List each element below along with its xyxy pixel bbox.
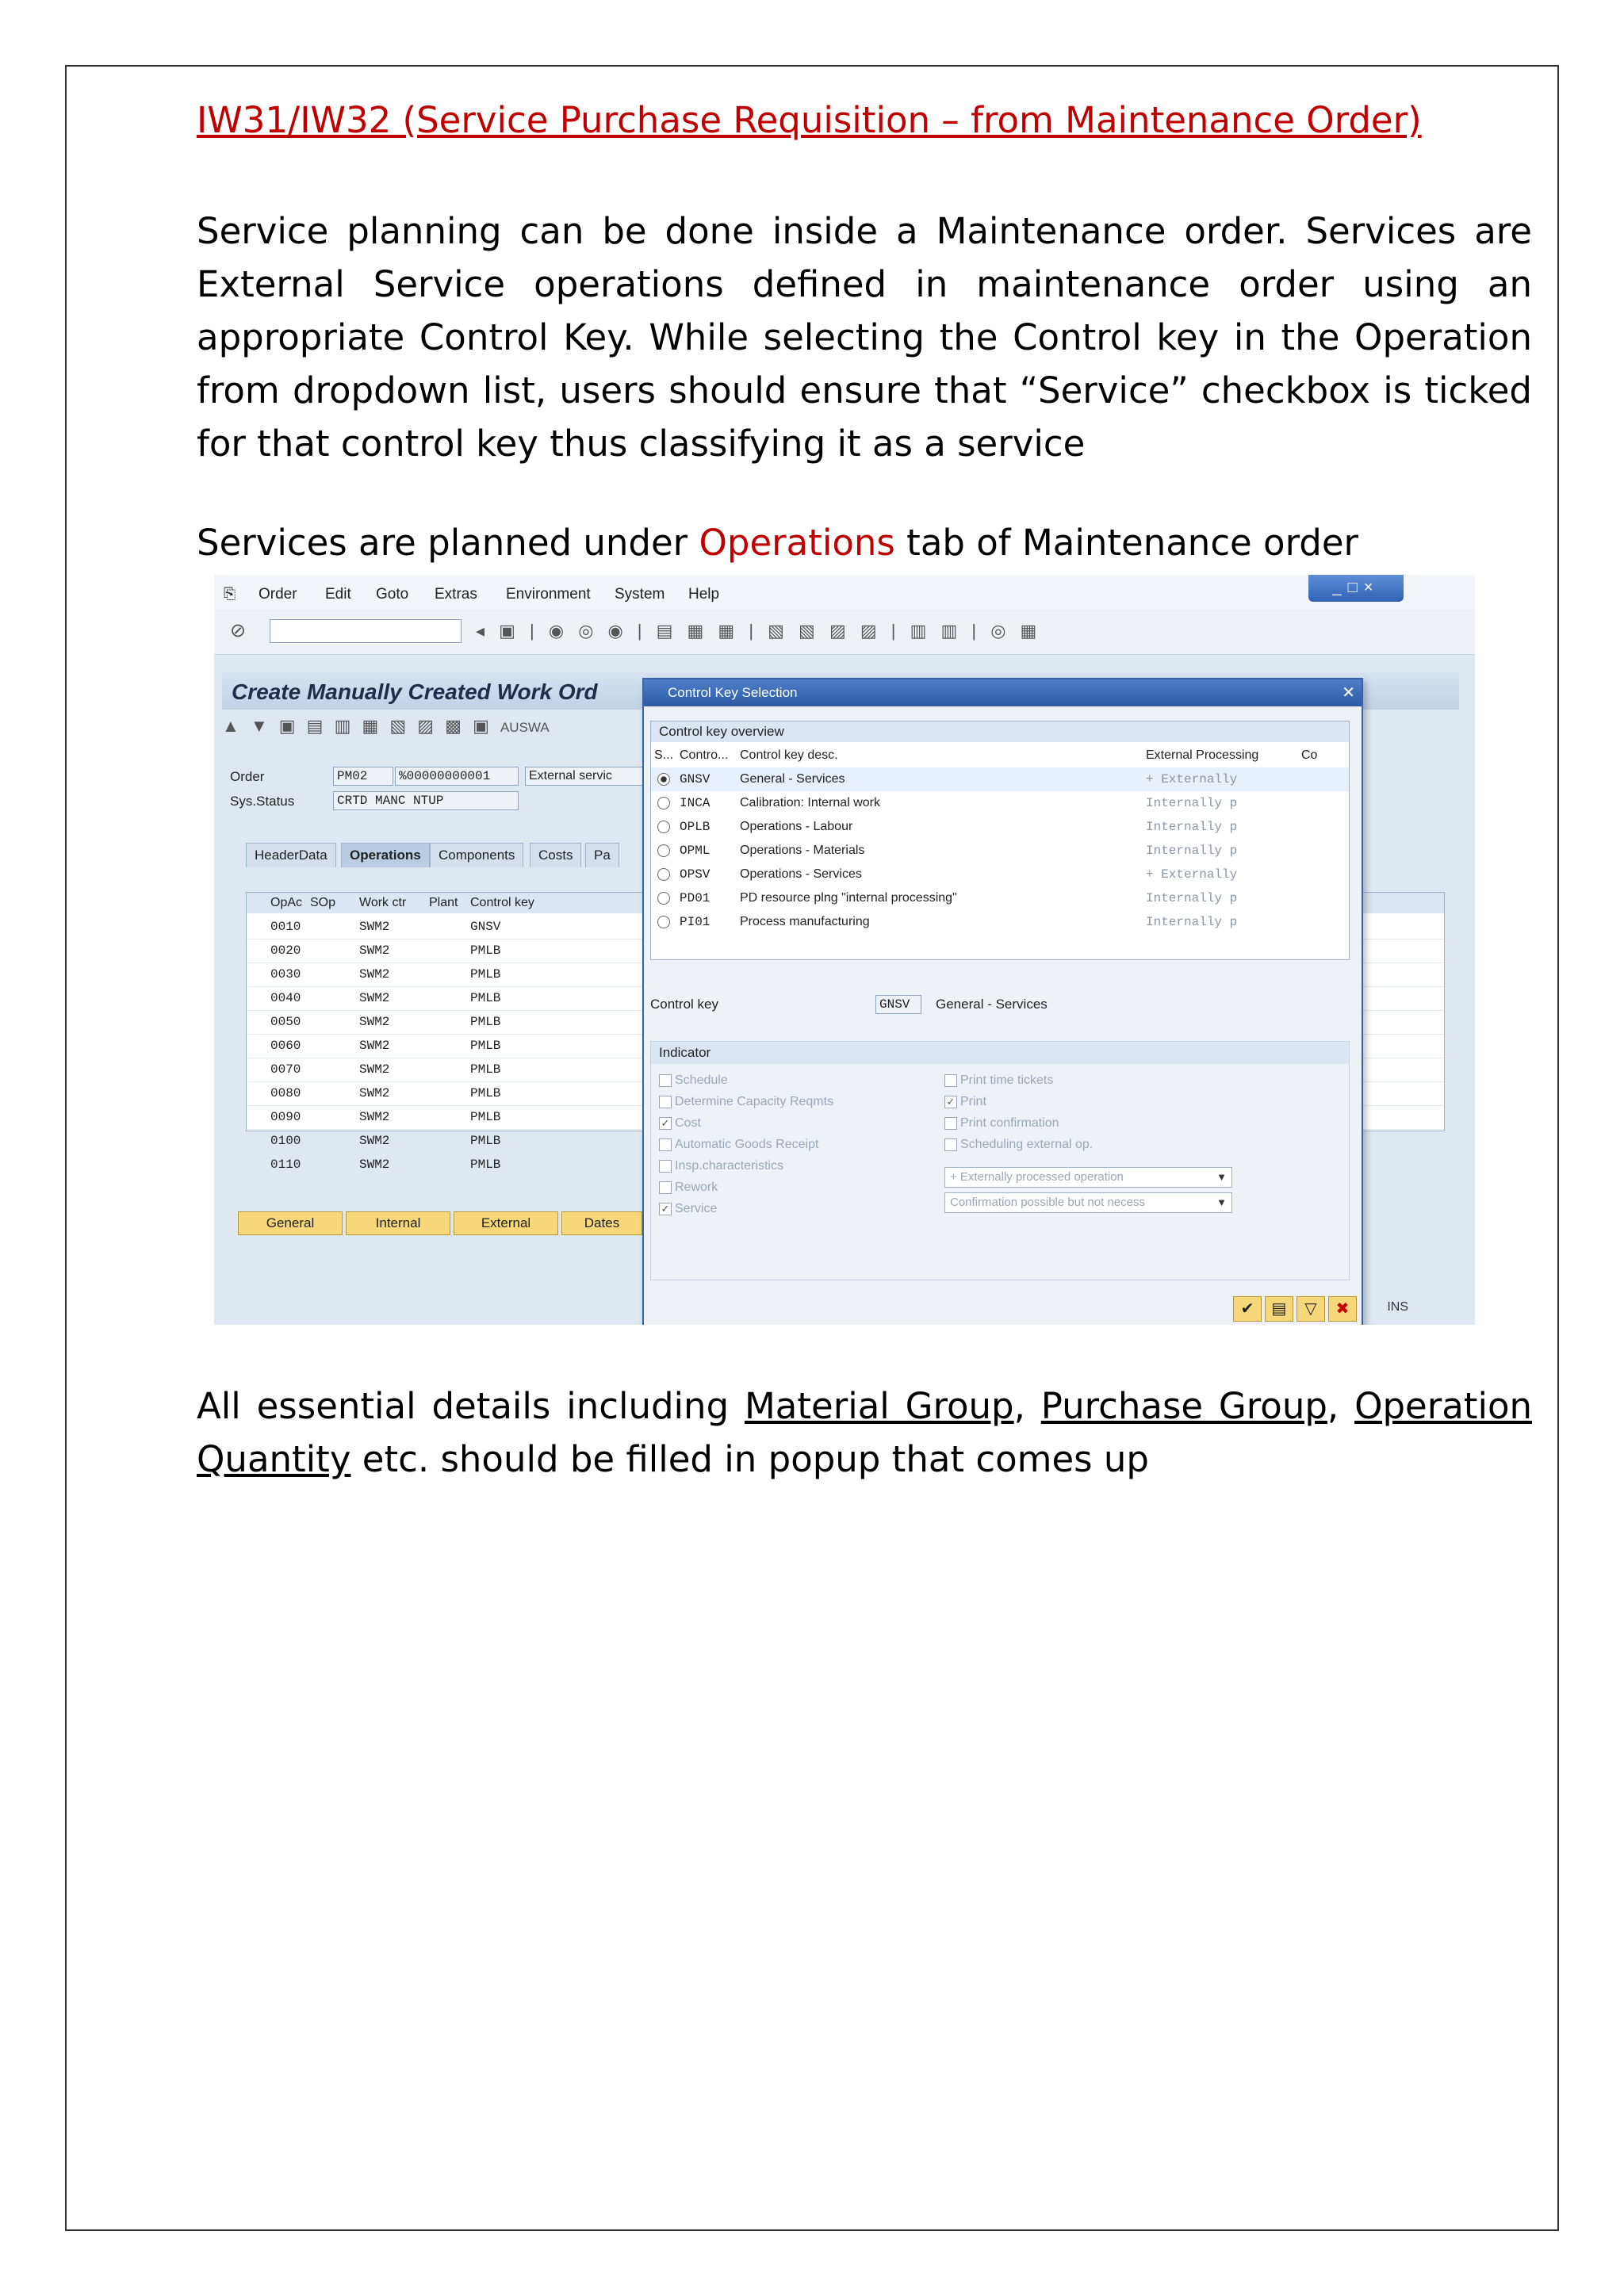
external-processing-value: Internally p <box>1146 844 1238 858</box>
text-after: tab of Maintenance order <box>894 522 1359 564</box>
list-item[interactable] <box>651 767 1349 791</box>
dialog-buttons <box>1230 1296 1357 1322</box>
checkbox[interactable] <box>944 1116 1059 1131</box>
text-2: , <box>1013 1385 1041 1427</box>
checkbox-label: Scheduling external op. <box>960 1138 1094 1151</box>
control-key-description: Operations - Materials <box>740 844 865 857</box>
tab-headerdata[interactable]: HeaderData <box>246 843 336 867</box>
operations-highlight: Operations <box>699 522 895 564</box>
cell-opac[interactable]: 0020 <box>270 943 301 958</box>
cell-control-key[interactable]: GNSV <box>470 920 501 934</box>
cell-opac[interactable]: 0090 <box>270 1110 301 1124</box>
control-key-field[interactable]: GNSV <box>875 995 921 1014</box>
radio-button[interactable] <box>657 820 670 834</box>
checkbox-label: Schedule <box>675 1073 728 1087</box>
menu-item-order[interactable]: Order <box>259 586 297 603</box>
command-field[interactable] <box>270 619 462 643</box>
checkbox-label: Cost <box>675 1116 701 1130</box>
section-heading: IW31/IW32 (Service Purchase Requisition – from Maintenance Order) <box>197 99 1422 141</box>
screen-title: Create Manually Created Work Ord <box>232 679 598 704</box>
checkbox-label: Automatic Goods Receipt <box>675 1138 819 1151</box>
cell-opac[interactable]: 0010 <box>270 920 301 934</box>
radio-button[interactable] <box>657 867 670 882</box>
cell-opac[interactable]: 0080 <box>270 1086 301 1100</box>
external-processing-value: + Externally <box>1146 772 1238 786</box>
purchase-group-link: Purchase Group <box>1040 1385 1327 1427</box>
cell-control-key[interactable]: PMLB <box>470 1039 501 1053</box>
cell-control-key[interactable]: PMLB <box>470 943 501 958</box>
radio-button[interactable] <box>657 796 670 810</box>
cell-work-ctr[interactable]: SWM2 <box>359 920 390 934</box>
control-key-code: PD01 <box>680 891 710 905</box>
checkbox[interactable] <box>659 1181 718 1195</box>
control-key-description: Operations - Labour <box>740 820 853 833</box>
window-controls[interactable]: _□× <box>1308 575 1404 602</box>
checkbox-label: Print confirmation <box>960 1116 1059 1130</box>
checkbox-label: Insp.characteristics <box>675 1159 783 1173</box>
control-key-code: INCA <box>680 796 710 810</box>
col-s: S... <box>654 748 674 762</box>
overview-caption: Control key overview <box>651 721 1349 742</box>
order-type-field[interactable]: PM02 <box>333 767 393 786</box>
cell-control-key[interactable]: PMLB <box>470 1062 501 1077</box>
control-key-description: Process manufacturing <box>740 915 870 928</box>
cell-work-ctr[interactable]: SWM2 <box>359 967 390 982</box>
material-group-link: Material Group <box>744 1385 1014 1427</box>
cell-opac[interactable]: 0050 <box>270 1015 301 1029</box>
list-item[interactable] <box>651 815 1349 839</box>
checkbox[interactable]: ✓ Print <box>944 1095 986 1109</box>
status-bar-mode: INS <box>1387 1300 1408 1314</box>
col-plant: Plant <box>429 896 458 909</box>
control-key-desc: General - Services <box>936 997 1048 1012</box>
control-key-row <box>650 997 1048 1012</box>
cell-work-ctr[interactable]: SWM2 <box>359 1015 390 1029</box>
cell-work-ctr[interactable]: SWM2 <box>359 1110 390 1124</box>
menu-item-edit[interactable]: Edit <box>325 586 351 603</box>
list-item[interactable] <box>651 910 1349 934</box>
checkbox-label: Service <box>675 1202 718 1215</box>
cell-opac[interactable]: 0110 <box>270 1158 301 1172</box>
cell-control-key[interactable]: PMLB <box>470 1015 501 1029</box>
dates-button[interactable]: Dates <box>561 1211 642 1235</box>
col-external: External Processing <box>1146 748 1259 762</box>
col-work-ctr: Work ctr <box>359 896 407 909</box>
checkbox-label: Print time tickets <box>960 1073 1054 1087</box>
confirmation-dropdown[interactable]: Confirmation possible but not necess ▼ <box>944 1192 1232 1213</box>
menu-item-environment[interactable]: Environment <box>506 586 591 603</box>
general-button[interactable]: General <box>238 1211 343 1235</box>
checkbox-label: Rework <box>675 1181 718 1194</box>
cell-control-key[interactable]: PMLB <box>470 967 501 982</box>
tab-components[interactable]: Components <box>430 843 523 867</box>
enter-icon[interactable]: ⊘ <box>230 620 247 641</box>
checkbox[interactable] <box>659 1073 728 1088</box>
list-item[interactable] <box>651 839 1349 863</box>
details-paragraph <box>197 1380 1532 1486</box>
menu-item-system[interactable]: System <box>615 586 665 603</box>
close-icon[interactable]: ✕ <box>1342 684 1355 702</box>
checkbox-label: Print <box>960 1095 986 1108</box>
control-key-overview <box>650 721 1350 960</box>
control-key-description: Operations - Services <box>740 867 862 881</box>
external-processing-value: Internally p <box>1146 891 1238 905</box>
overview-col-headers <box>651 745 1349 766</box>
text-3: , <box>1327 1385 1355 1427</box>
menu-item-goto[interactable]: Goto <box>376 586 409 603</box>
control-key-code: OPLB <box>680 820 710 834</box>
text-before: Services are planned under <box>197 522 699 564</box>
external-processing-value: + Externally <box>1146 867 1238 882</box>
auswa-button[interactable]: AUSWA <box>500 720 550 735</box>
control-key-description: PD resource plng "internal processing" <box>740 891 957 905</box>
cell-work-ctr[interactable]: SWM2 <box>359 1039 390 1053</box>
list-item[interactable] <box>651 886 1349 910</box>
cell-work-ctr[interactable]: SWM2 <box>359 1062 390 1077</box>
checkbox[interactable]: ✓ Service <box>659 1202 717 1216</box>
menu-item-extras[interactable]: Extras <box>435 586 477 603</box>
tab-partner[interactable]: Pa <box>585 843 619 867</box>
system-toolbar <box>214 610 1475 655</box>
cell-work-ctr[interactable]: SWM2 <box>359 943 390 958</box>
cell-opac[interactable]: 0070 <box>270 1062 301 1077</box>
control-key-code: OPML <box>680 844 710 858</box>
col-control-key: Control key <box>470 896 534 909</box>
cell-opac[interactable]: 0060 <box>270 1039 301 1053</box>
cell-opac[interactable]: 0040 <box>270 991 301 1005</box>
radio-button[interactable] <box>657 844 670 858</box>
checkbox[interactable] <box>659 1095 833 1109</box>
external-processing-value: Internally p <box>1146 820 1238 834</box>
external-processing-value: Internally p <box>1146 915 1238 929</box>
cell-work-ctr[interactable]: SWM2 <box>359 991 390 1005</box>
control-key-description: General - Services <box>740 772 845 786</box>
checkbox[interactable] <box>659 1138 818 1152</box>
col-contro: Contro... <box>680 748 729 762</box>
order-label: Order <box>230 769 265 784</box>
col-co: Co <box>1301 748 1318 762</box>
filter-icon[interactable]: ▽ <box>1297 1296 1325 1322</box>
dialog-title: Control Key Selection <box>644 679 1362 706</box>
checkbox-label: Determine Capacity Reqmts <box>675 1095 834 1108</box>
print-icon[interactable]: ▤ <box>1265 1296 1293 1322</box>
order-description-field[interactable]: External servic <box>525 767 649 786</box>
checkbox[interactable]: ✓ Cost <box>659 1116 701 1131</box>
col-sop: SOp <box>310 896 336 909</box>
tab-costs[interactable]: Costs <box>530 843 581 867</box>
cell-control-key[interactable]: PMLB <box>470 1086 501 1100</box>
list-item[interactable] <box>651 791 1349 815</box>
col-desc: Control key desc. <box>740 748 838 762</box>
cell-work-ctr[interactable]: SWM2 <box>359 1086 390 1100</box>
toolbar-icons[interactable]: ◂ ▣ | ◉ ◎ ◉ | ▤ ▦ ▦ | ▧ ▧ ▨ ▨ | ▥ ▥ | ◎ ▦ <box>476 621 1042 641</box>
intro-paragraph: Service planning can be done inside a Maintenance order. Services are External Service operations defined in maintenance order using an appropriate Control Key. While selecting the Control key in the Operation from dropdown list, users should ensure that “Service” checkbox is ticked for that control key thus classifying it as a service <box>197 210 1532 465</box>
control-key-label: Control key <box>650 997 718 1012</box>
cell-control-key[interactable]: PMLB <box>470 1110 501 1124</box>
indicator-group <box>650 1041 1350 1280</box>
cell-control-key[interactable]: PMLB <box>470 1158 501 1172</box>
internal-button[interactable]: Internal <box>346 1211 450 1235</box>
checkbox[interactable] <box>659 1159 783 1173</box>
cancel-icon[interactable]: ✖ <box>1328 1296 1357 1322</box>
cell-work-ctr[interactable]: SWM2 <box>359 1158 390 1172</box>
status-field: CRTD MANC NTUP <box>333 791 519 810</box>
col-opac: OpAc <box>270 896 303 909</box>
list-item[interactable] <box>651 863 1349 886</box>
external-processing-value: Internally p <box>1146 796 1238 810</box>
radio-button[interactable] <box>657 915 670 929</box>
indicator-caption: Indicator <box>651 1042 1349 1064</box>
cell-control-key[interactable]: PMLB <box>470 1134 501 1148</box>
external-button[interactable]: External <box>454 1211 558 1235</box>
tab-operations[interactable]: Operations <box>341 843 430 867</box>
cell-work-ctr[interactable]: SWM2 <box>359 1134 390 1148</box>
external-processing-dropdown[interactable]: + Externally processed operation ▼ <box>944 1167 1232 1188</box>
application-toolbar[interactable]: ▲ ▼ ▣ ▤ ▥ ▦ ▧ ▨ ▩ ▣ AUSWA <box>222 716 550 736</box>
control-key-code: PI01 <box>680 915 710 929</box>
control-key-code: GNSV <box>680 772 710 786</box>
sap-screenshot <box>214 575 1475 1325</box>
operations-paragraph <box>197 522 1532 564</box>
confirm-icon[interactable]: ✔ <box>1233 1296 1262 1322</box>
operation-quantity-link: Operation Quantity <box>197 1385 1533 1480</box>
checkbox[interactable] <box>944 1138 1093 1152</box>
menu-item-help[interactable]: Help <box>688 586 720 603</box>
text-4: etc. should be filled in popup that comes up <box>350 1438 1149 1480</box>
menu-bar <box>214 575 1475 610</box>
radio-button[interactable] <box>657 891 670 905</box>
order-number-field[interactable]: %00000000001 <box>395 767 519 786</box>
cell-control-key[interactable]: PMLB <box>470 991 501 1005</box>
status-label: Sys.Status <box>230 794 295 809</box>
checkbox[interactable] <box>944 1073 1053 1088</box>
cell-opac[interactable]: 0030 <box>270 967 301 982</box>
radio-button[interactable] <box>657 772 670 786</box>
control-key-code: OPSV <box>680 867 710 882</box>
menu-icon: ⎘ <box>224 586 236 603</box>
cell-opac[interactable]: 0100 <box>270 1134 301 1148</box>
text-1: All essential details including <box>197 1385 745 1427</box>
control-key-description: Calibration: Internal work <box>740 796 880 809</box>
control-key-dialog <box>642 678 1363 1325</box>
